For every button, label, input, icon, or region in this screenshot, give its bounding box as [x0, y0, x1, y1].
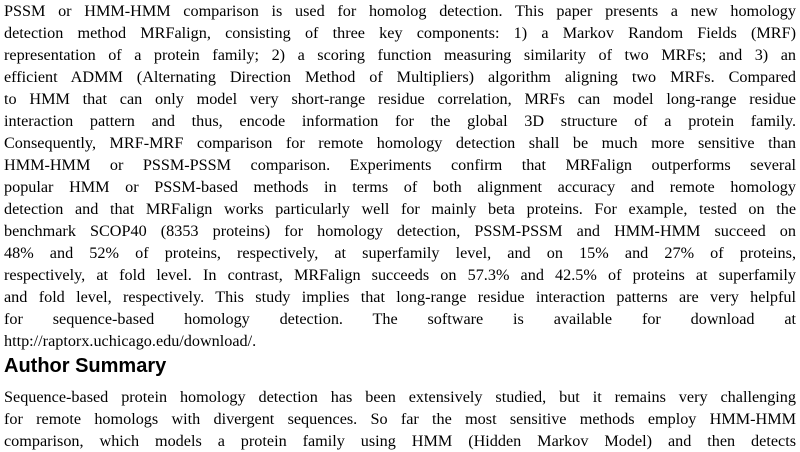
abstract-line: 48% and 52% of proteins, respectively, at superfamily level, and on 15% and 27% of proteins, — [4, 244, 796, 262]
abstract-line: PSSM or HMM-HMM comparison is used for homolog detection. This paper presents a new homology — [4, 2, 796, 20]
abstract-line: and fold level, respectively. This study implies that long-range residue interaction patterns are very helpful — [4, 288, 796, 306]
abstract-last-line: http://raptorx.uchicago.edu/download/. — [4, 332, 257, 350]
abstract-line: detection method MRFalign, consisting of three key components: 1) a Markov Random Fields (MRF) — [4, 24, 796, 42]
abstract-line: to HMM that can only model very short-range residue correlation, MRFs can model long-range residue — [4, 90, 796, 108]
abstract-line: for sequence-based homology detection. The software is available for download at — [4, 310, 796, 328]
summary-line: for remote homologs with divergent sequences. So far the most sensitive methods employ HMM-HMM — [4, 410, 796, 428]
summary-line: Sequence-based protein homology detection has been extensively studied, but it remains very challenging — [4, 388, 796, 406]
abstract-line: HMM-HMM or PSSM-PSSM comparison. Experiments confirm that MRFalign outperforms several — [4, 156, 796, 174]
abstract-line: respectively, at fold level. In contrast, MRFalign succeeds on 57.3% and 42.5% of proteins at superfamily — [4, 266, 796, 284]
abstract-line: benchmark SCOP40 (8353 proteins) for homology detection, PSSM-PSSM and HMM-HMM succeed on — [4, 222, 796, 240]
abstract-line: detection and that MRFalign works particularly well for mainly beta proteins. For example, tested on the — [4, 200, 796, 218]
section-heading: Author Summary — [4, 355, 167, 377]
abstract-line: efficient ADMM (Alternating Direction Method of Multipliers) algorithm aligning two MRFs. Compared — [4, 68, 796, 86]
abstract-line: representation of a protein family; 2) a scoring function measuring similarity of two MRFs; and 3) an — [4, 46, 796, 64]
abstract-line: interaction pattern and thus, encode information for the global 3D structure of a protein family. — [4, 112, 796, 130]
abstract-line: Consequently, MRF-MRF comparison for remote homology detection shall be much more sensitive than — [4, 134, 796, 152]
summary-line: comparison, which models a protein family using HMM (Hidden Markov Model) and then detects — [4, 432, 796, 450]
abstract-line: popular HMM or PSSM-based methods in terms of both alignment accuracy and remote homology — [4, 178, 796, 196]
